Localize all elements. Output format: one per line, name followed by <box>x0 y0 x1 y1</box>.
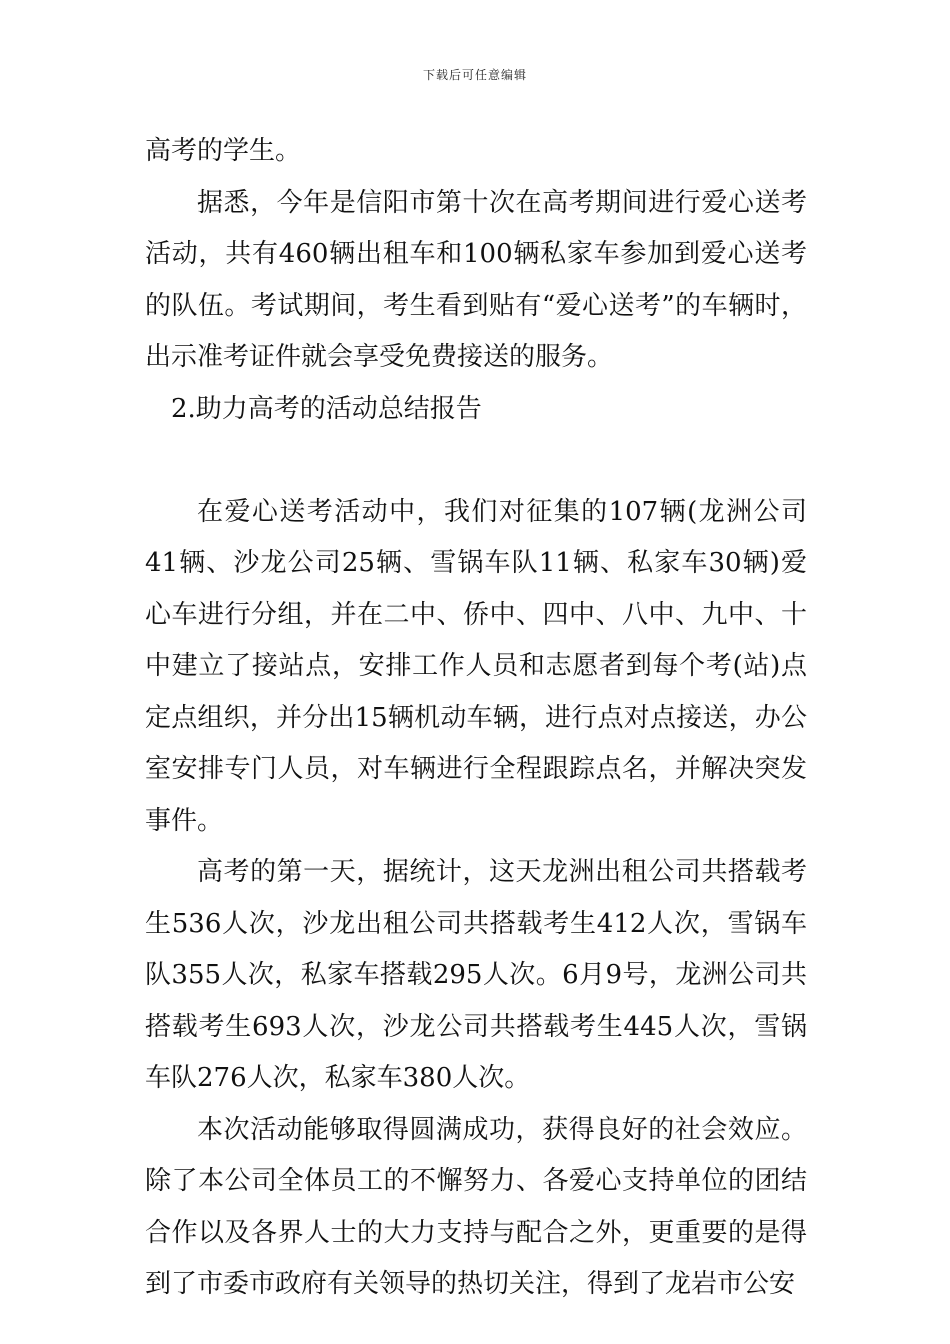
paragraph-continuation: 高考的学生。 <box>145 136 302 166</box>
paragraph-statistics: 高考的第一天，据统计，这天龙洲出租公司共搭载考生536人次，沙龙出租公司共搭载考生412人次，雪锅车队355人次，私家车搭载295人次。6月9号，龙洲公司共搭载考生693人次，沙龙公司共搭载考生445人次，雪锅车队276人次，私家车380人次。 <box>145 857 807 1093</box>
paragraph-news: 据悉，今年是信阳市第十次在高考期间进行爱心送考活动，共有460辆出租车和100辆私家车参加到爱心送考的队伍。考试期间，考生看到贴有“爱心送考”的车辆时，出示准考证件就会享受免费接送的服务。 <box>145 187 807 372</box>
blank-line <box>145 435 807 487</box>
page-header: 下载后可任意编辑 <box>422 68 527 82</box>
section-heading: 2.助力高考的活动总结报告 <box>171 393 482 424</box>
paragraph-organization: 在爱心送考活动中，我们对征集的107辆(龙洲公司41辆、沙龙公司25辆、雪锅车队11辆、私家车30辆)爱心车进行分组，并在二中、侨中、四中、八中、九中、十中建立了接站点，安排工作人员和志愿者到每个考(站)点定点组织，并分出15辆机动车辆，进行点对点接送，办公室安排专门人员，对车辆进行全程跟踪点名，并解决突发事件。 <box>145 496 807 836</box>
paragraph-summary: 本次活动能够取得圆满成功，获得良好的社会效应。除了本公司全体员工的不懈努力、各爱心支持单位的团结合作以及各界人士的大力支持与配合之外，更重要的是得到了市委市政府有关领导的热切关注，得到了龙岩市公安 <box>145 1114 807 1299</box>
document-body <box>145 126 807 1311</box>
